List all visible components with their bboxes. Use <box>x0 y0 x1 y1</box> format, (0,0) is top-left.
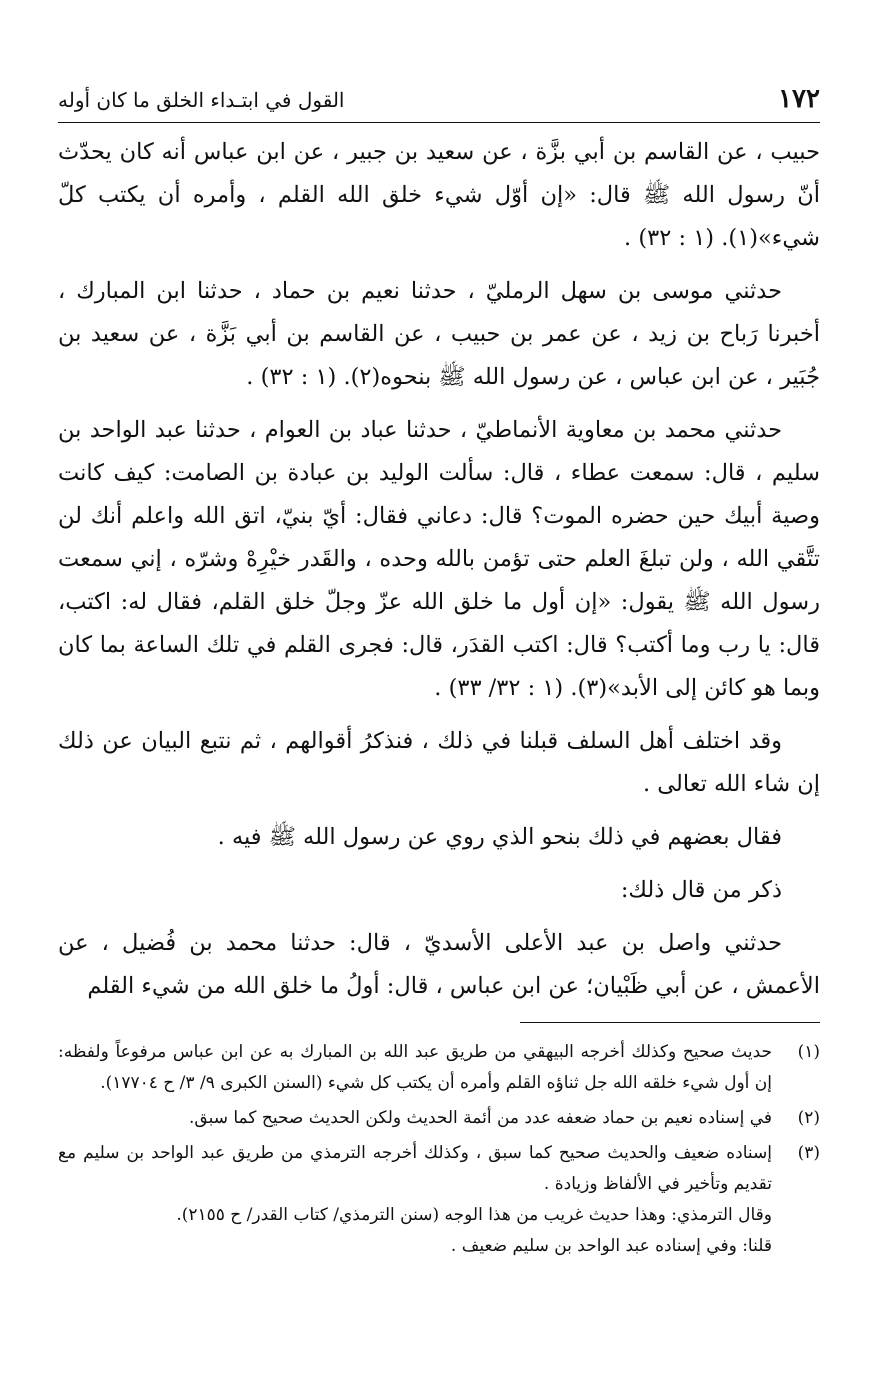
paragraph: حدثني واصل بن عبد الأعلى الأسديّ ، قال: حدثنا محمد بن فُضيل ، عن الأعمش ، عن أبي ظَبْيان؛ عن ابن عباس ، قال: أولُ ما خلق الله من شيء القلم <box>58 930 820 999</box>
footnote <box>58 1103 820 1134</box>
footnote <box>58 1037 820 1099</box>
footnote-number: (١) <box>797 1042 820 1062</box>
footnote-divider <box>520 1022 820 1023</box>
paragraph: حبيب ، عن القاسم بن أبي بزَّة ، عن سعيد بن جبير ، عن ابن عباس أنه كان يحدّث أنّ رسول الله ﷺ قال: «إن أوّل شيء خلق الله القلم ، وأمره أن يكتب كلّ شيء»(١). (١ : ٣٢) . <box>58 139 820 251</box>
page-header <box>58 84 820 123</box>
paragraph: فقال بعضهم في ذلك بنحو الذي روي عن رسول الله ﷺ فيه . <box>217 824 782 850</box>
footnote <box>58 1138 820 1262</box>
footnote-text: قلنا: وفي إسناده عبد الواحد بن سليم ضعيف . <box>450 1236 772 1256</box>
page-number: ١٧٢ <box>778 84 820 114</box>
paragraph: وقد اختلف أهل السلف قبلنا في ذلك ، فنذكرُ أقوالهم ، ثم نتبع البيان عن ذلك إن شاء الله تعالى . <box>58 728 820 797</box>
main-text <box>58 131 820 1008</box>
footnotes <box>58 1037 820 1262</box>
section-heading: ذكر من قال ذلك: <box>620 877 782 903</box>
footnote-text: وقال الترمذي: وهذا حديث غريب من هذا الوجه (سنن الترمذي/ كتاب القدر/ ح ٢١٥٥). <box>176 1205 772 1225</box>
footnote-number: (٣) <box>797 1143 820 1163</box>
running-title: القول في ابتـداء الخلق ما كان أوله <box>58 88 345 112</box>
book-page <box>58 84 820 1266</box>
footnote-text: إسناده ضعيف والحديث صحيح كما سبق ، وكذلك أخرجه الترمذي من طريق عبد الواحد بن سليم مع تقديم وتأخير في الألفاظ وزيادة . <box>58 1143 772 1194</box>
footnote-number: (٢) <box>797 1108 820 1128</box>
footnote-text: حديث صحيح وكذلك أخرجه البيهقي من طريق عبد الله بن المبارك به عن ابن عباس مرفوعاً ولفظه: إن أول شيء خلقه الله جل ثناؤه القلم وأمره أن يكتب كل شيء (السنن الكبرى ٩/ ٣/ ح ١٧٧٠٤). <box>58 1042 772 1093</box>
footnote-text: في إسناده نعيم بن حماد ضعفه عدد من أئمة الحديث ولكن الحديث صحيح كما سبق. <box>188 1108 772 1128</box>
paragraph: حدثني محمد بن معاوية الأنماطيّ ، حدثنا عباد بن العوام ، حدثنا عبد الواحد بن سليم ، قال: سمعت عطاء ، قال: سألت الوليد بن عبادة بن الصامت: كيف كانت وصية أبيك حين حضره الموت؟ قال: دعاني فقال: أيّ بنيّ، اتق الله واعلم أنك لن تتَّقي الله ، ولن تبلغَ العلم حتى تؤمن بالله وحده ، والقَدر خيْرِهْ وشرّه ، إني سمعت رسول الله ﷺ يقول: «إن أول ما خلق الله عزّ وجلّ خلق القلم، فقال له: اكتب، قال: يا رب وما أكتب؟ قال: اكتب القدَر، قال: فجرى القلم في تلك الساعة بما كان وبما هو كائن إلى الأبد»(٣). (١ : ٣٢/ ٣٣) . <box>58 417 820 701</box>
paragraph: حدثني موسى بن سهل الرمليّ ، حدثنا نعيم بن حماد ، حدثنا ابن المبارك ، أخبرنا رَباح بن زيد ، عن عمر بن حبيب ، عن القاسم بن أبي بَزَّة ، عن سعيد بن جُبَير ، عن ابن عباس ، عن رسول الله ﷺ بنحوه(٢). (١ : ٣٢) . <box>58 278 820 390</box>
